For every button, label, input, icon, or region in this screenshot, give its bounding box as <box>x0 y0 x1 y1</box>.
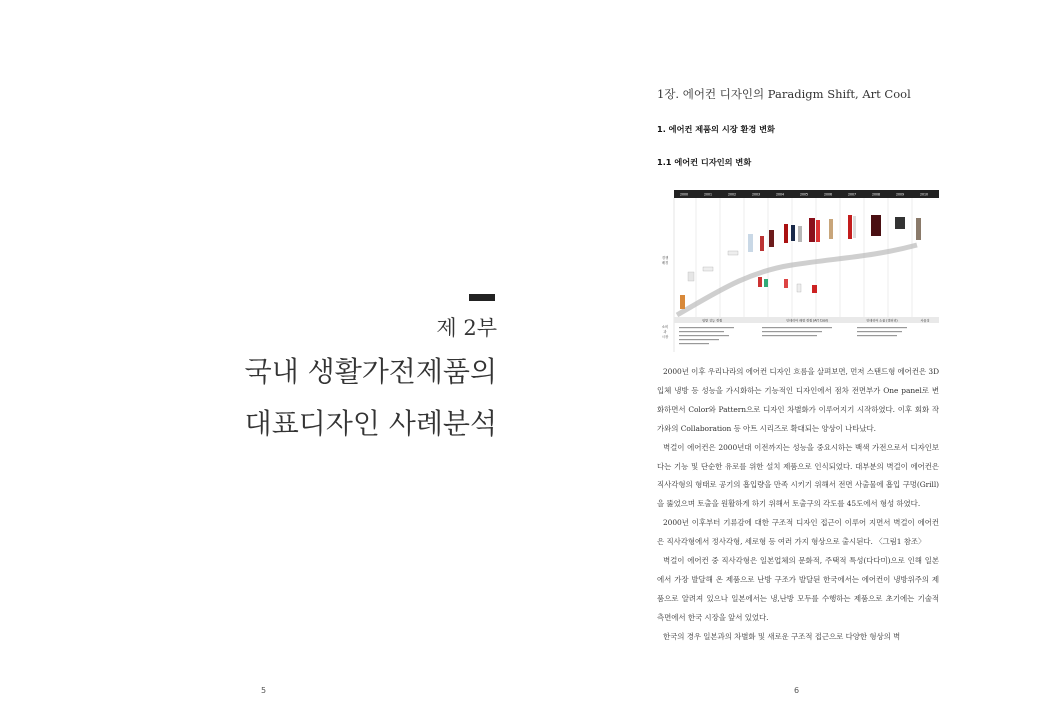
body-text <box>657 363 939 647</box>
band-label-cooling-performance: 냉방 성능 경쟁 <box>702 318 722 323</box>
chapter-title <box>197 346 497 450</box>
year-2006: 2006 <box>823 192 833 197</box>
year-2003: 2003 <box>751 192 761 197</box>
year-2004: 2004 <box>775 192 785 197</box>
svg-text:배경: 배경 <box>661 261 669 265</box>
year-2010: 2010 <box>919 192 929 197</box>
chapter-title-line-1: 국내 생활가전제품의 <box>244 355 497 388</box>
year-2000: 2000 <box>679 192 689 197</box>
band-label-usability: 사용성 <box>920 318 930 323</box>
left-page <box>0 0 530 720</box>
svg-text:과: 과 <box>663 330 667 334</box>
paragraph-2: 벽걸이 에어컨은 2000년대 이전까지는 성능을 중요시하는 백색 가전으로서 디자인보다는 기능 및 단순한 유로를 위한 설치 제품으로 인식되었다. 대부분의 벽걸이 에어컨은 직사각형의 형태로 공기의 흡입량을 만족 시키기 위해서 전면 사출물에 흡입 구멍(Grill)을 뚫었으며 토출을 원활하게 하기 위해서 토출구의 각도를 45도에서 형성 하였다. <box>657 442 939 509</box>
svg-text:시장: 시장 <box>661 335 669 339</box>
paragraph-5: 한국의 경우 일본과의 차별화 및 새로운 구조적 접근으로 다양한 형상의 벽 <box>663 631 901 641</box>
right-page <box>531 0 1061 720</box>
paragraph-3: 2000년 이후부터 기류감에 대한 구조적 디자인 접근이 이루어 지면서 벽걸이 에어컨은 직사각형에서 정사각형, 세로형 등 여러 가지 형상으로 출시된다. 〈그림1 참조〉 <box>657 518 939 547</box>
year-2002: 2002 <box>727 192 737 197</box>
page-number-left: 5 <box>261 686 267 695</box>
paragraph-4: 벽걸이 에어컨 중 직사각형은 일본업체의 문화적, 주택적 특성(다다미)으로 인해 일본에서 가장 발달해 온 제품으로 난방 구조가 발달된 한국에서는 에어컨이 냉방위주의 제품으로 알려져 있으나 일본에서는 냉,난방 모두를 수행하는 제품으로 초기에는 기술적 측면에서 한국 시장을 앞서 있었다. <box>657 556 939 622</box>
aircon-design-timeline-figure <box>657 187 939 352</box>
page-number-right: 6 <box>794 686 800 695</box>
subsection-heading: 1.1 에어컨 디자인의 변화 <box>657 157 752 167</box>
year-2001: 2001 <box>703 192 713 197</box>
svg-text:소비: 소비 <box>661 325 669 329</box>
year-2005: 2005 <box>799 192 809 197</box>
paragraph-1: 2000년 이후 우리나라의 에어컨 디자인 흐름을 살펴보면, 먼저 스탠드형 에어컨은 3D 입체 냉방 등 성능을 가시화하는 기능적인 디자인에서 점차 전면부가 One panel로 변화하면서 Color와 Pattern으로 디자인 차별화가 이루어지기 시작하였다. 이후 회화 작가와의 Collaboration 등 아트 시리즈로 확대되는 양상이 나타났다. <box>657 367 939 433</box>
svg-text:경쟁: 경쟁 <box>661 256 669 260</box>
band-label-interior-gallery: 인테리어 소품 (갤러리) <box>866 318 898 323</box>
chapter-marker-bar <box>469 294 495 301</box>
chapter-number: 제 2부 <box>436 316 497 340</box>
band-label-interior-artcool: 인테리어 배럴 경쟁 (Art Cool) <box>786 318 828 323</box>
chapter-title-line-2: 대표디자인 사례분석 <box>244 407 497 440</box>
section-heading: 1. 에어컨 제품의 시장 환경 변화 <box>657 124 775 134</box>
year-2008: 2008 <box>871 192 881 197</box>
year-2007: 2007 <box>847 192 857 197</box>
year-2009: 2009 <box>895 192 905 197</box>
chapter-heading: 1장. 에어컨 디자인의 Paradigm Shift, Art Cool <box>657 87 911 101</box>
